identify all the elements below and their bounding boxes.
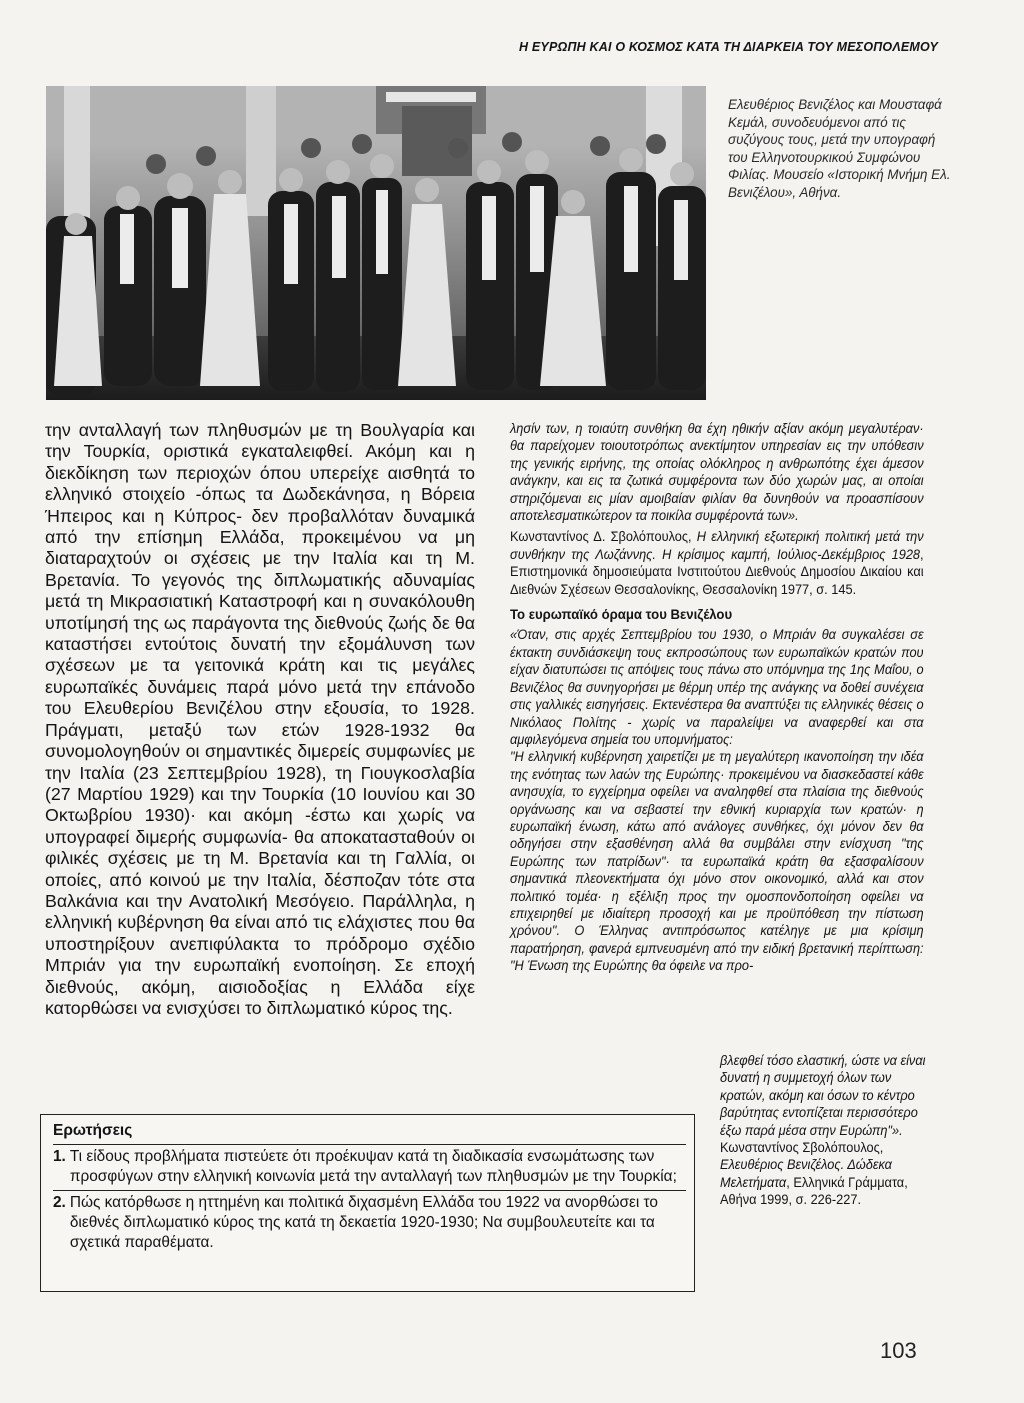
quote-tail-block xyxy=(720,1052,927,1209)
sidebar-subheading: Το ευρωπαϊκό όραμα του Βενιζέλου xyxy=(510,606,733,623)
citation-1-rest: , Επιστημονικά δημοσιεύματα Ινστιτούτου Διεθνούς Δημοσίου Δικαίου και Διεθνών Σχέσεων Θεσσαλονίκης, Θεσσαλονίκη 1977, σ. 145. xyxy=(510,546,924,597)
photo-image xyxy=(46,86,706,400)
citation-2-author: Κωνσταντίνος Σβολόπουλος, xyxy=(720,1140,884,1156)
citation-1 xyxy=(510,528,924,598)
citation-1-title: Η ελληνική εξωτερική πολιτική μετά την συνθήκην της Λωζάννης. Η κρίσιμος καμπή, Ιούλιος-Δεκέμβριος 1928 xyxy=(510,529,924,562)
photo-caption-text: Ελευθέριος Βενιζέλος και Μουσταφά Κεμάλ, συνοδευόμενοι από τις συζύγους τους, μετά την υπογραφή του Ελληνοτουρκικού Συμφώνου Φιλίας. Μουσείο «Ιστορική Μνήμη Ελ. Βενιζέλου», Αθήνα. xyxy=(728,97,951,200)
quote-tail: βλεφθεί τόσο ελαστική, ώστε να είναι δυνατή η συμμετοχή όλων των κρατών, ακόμη και όσων το κέντρο βαρύτητας εντοπίζεται περισσότερο έξω παρά μέσα στην Ευρώπη"». xyxy=(720,1053,926,1138)
questions-box xyxy=(40,1114,695,1292)
question-number: 2. xyxy=(53,1194,66,1211)
question-item xyxy=(53,1193,686,1253)
sidebar-column xyxy=(510,420,924,975)
citation-2-rest: , Ελληνικά Γράμματα, Αθήνα 1999, σ. 226-227. xyxy=(720,1174,908,1208)
questions-divider xyxy=(53,1144,686,1145)
photo-caption xyxy=(728,96,954,202)
question-text: Πώς κατόρθωσε η ηττημένη και πολιτικά διχασμένη Ελλάδα του 1922 να ανορθώσει το διεθνές διπλωματικό κύρος της κατά τη δεκαετία 1920-1930; Να συμβουλευτείτε και τα σχετικά παραθέματα. xyxy=(69,1194,658,1251)
questions-title: Ερωτήσεις xyxy=(53,1122,133,1139)
questions-divider xyxy=(53,1190,686,1191)
main-paragraph: την ανταλλαγή των πληθυσμών με τη Βουλγαρία και την Τουρκία, οριστικά εγκαταλειφθεί. Ακόμη και η διεκδίκηση των περιοχών όπου υπερείχε αισθητά το ελληνικό στοιχείο -όπως τα Δωδεκάνησα, η Βόρεια Ήπειρος και η Κύπρος- δεν προβαλλόταν δυναμικά από την επίσημη Ελλάδα, προκειμένου να μη διαταραχτούν οι σχέσεις με την Ιταλία και τη Μ. Βρετανία. Το γεγονός της διπλωματικής αδυναμίας μετά τη Μικρασιατική Καταστροφή και η συνακόλουθη υποτίμησή της ως παράγοντα της διεθνούς ζωής δε θα καταστήσει εντούτοις δυνατή την εξομάλυνση των σχέσεων με τα γειτονικά κράτη και τις μεγάλες ευρωπαϊκές δυνάμεις παρά μόνο μετά την επάνοδο του Ελευθερίου Βενιζέλου στην εξουσία, το 1928. Πράγματι, μεταξύ των ετών 1928-1932 θα συνομολογηθούν οι σημαντικές διμερείς συμφωνίες με την Ιταλία (23 Σεπτεμβρίου 1928), τη Γιουγκοσλαβία (27 Μαρτίου 1929) και την Τουρκία (10 Ιουνίου και 30 Οκτωβρίου 1930)· και ακόμη -έστω και χωρίς να υπογραφεί διμερής συμφωνία- θα αποκατασταθούν οι φιλικές σχέσεις με τη Μ. Βρετανία και τη Γαλλία, οι οποίες, από κοινού με την Ιταλία, δέσποζαν τότε στα Βαλκάνια και την Ανατολική Μεσόγειο. Παράλληλα, η ελληνική κυβέρνηση θα είναι από τις ελάχιστες που θα υποστηρίξουν ανεπιφύλακτα το πρόδρομο σχέδιο Μπριάν για την ευρωπαϊκή ενοποίηση. Σε εποχή διεθνούς, ακόμη, αισιοδοξίας η Ελλάδα είχε κατορθώσει να ενισχύσει το διπλωματικό κύρος της. xyxy=(45,420,475,1018)
quote-continuation: λησίν των, η τοιαύτη συνθήκη θα έχη ηθικήν αξίαν ακόμη μεγαλυτέραν· θα παρείχομεν τοιουτοτρόπως ανεκτίμητον υπηρεσίαν εις την υπόθεσιν της γενικής ειρήνης, της οποίας ολόκληρος η ανθρωπότης έχει άμεσον ανάγκην, και εις τα ζωτικά συμφέροντα των δύο χωρών μας, αι οποίαι στηριζόμεναι εις μίαν αμοιβαίαν φιλίαν θα δυνηθούν να προασπίσουν αποτελεσματικώτερον τα ποικίλα συμφέροντά των». xyxy=(510,421,924,524)
main-text-column xyxy=(45,420,475,1019)
question-item xyxy=(53,1147,686,1187)
question-number: 1. xyxy=(53,1148,66,1165)
quote-inner: "Η ελληνική κυβέρνηση χαιρετίζει με τη μεγαλύτερη ικανοποίηση την ιδέα της ενότητας των λαών της Ευρώπης· προκειμένου να διασκεδαστεί κάθε ανησυχία, το εγχείρημα οφείλει να αναληφθεί στα πλαίσια της διεθνούς οργάνωσης και να σεβαστεί την εθνική κυριαρχία των κρατών· η ευρωπαϊκή ένωση, κάτω από ανάλογες συνθήκες, όχι μόνον δεν θα οδηγήσει στην εξασθένηση αλλά θα συμβάλει στην ενίσχυση "της Ευρώπης των πατρίδων"· τα ευρωπαϊκά κράτη θα εξασφαλίσουν σημαντικά πλεονεκτήματα όχι μόνο στον οικονομικό, αλλά και στον πολιτικό τομέα· η εξέλιξη προς την ομοσπονδοποίηση οφείλει να επιχειρηθεί με ιδιαίτερη προσοχή και με προϋπόθεση την πίστωση χρόνου". Ο Έλληνας αντιπρόσωπος κατέληγε με μια κρίσιμη παρατήρηση, φανερά εμπνευσμένη από την ειδική βρετανική περίπτωση: "Η Ένωση της Ευρώπης θα όφειλε να προ- xyxy=(510,749,924,974)
citation-2 xyxy=(720,1139,927,1209)
historical-group-photo xyxy=(46,86,706,400)
running-title: Η ΕΥΡΩΠΗ ΚΑΙ Ο ΚΟΣΜΟΣ ΚΑΤΑ ΤΗ ΔΙΑΡΚΕΙΑ ΤΟΥ ΜΕΣΟΠΟΛΕΜΟΥ xyxy=(518,40,938,54)
page-number: 103 xyxy=(880,1338,917,1363)
citation-2-title: Ελευθέριος Βενιζέλος. Δώδεκα Μελετήματα xyxy=(720,1157,892,1190)
quote-intro: «Όταν, στις αρχές Σεπτεμβρίου του 1930, ο Μπριάν θα συγκαλέσει σε έκτακτη συνδιάσκεψη τους εκπροσώπους των ευρωπαϊκών κρατών που είχαν διατυπώσει τις απόψεις τους πάνω στο υπόμνημα της 1ης Μαΐου, ο Βενιζέλος θα συνηγορήσει με θέρμη υπέρ της ανάγκης να δοθεί συνέχεια στις γαλλικές εισηγήσεις. Εκτενέστερα θα αναπτύξει τις ελληνικές θέσεις ο Νικόλαος Πολίτης - χωρίς να παραλείψει να αναφερθεί και στα αμφιλεγόμενα σημεία του υπομνήματος: xyxy=(510,627,924,747)
question-text: Τι είδους προβλήματα πιστεύετε ότι προέκυψαν κατά τη διαδικασία ενσωμάτωσης των προσφύγων στην ελληνική κοινωνία μετά την ανταλλαγή των πληθυσμών με την Τουρκία; xyxy=(69,1148,677,1185)
citation-1-author: Κωνσταντίνος Δ. Σβολόπουλος, xyxy=(510,529,697,545)
